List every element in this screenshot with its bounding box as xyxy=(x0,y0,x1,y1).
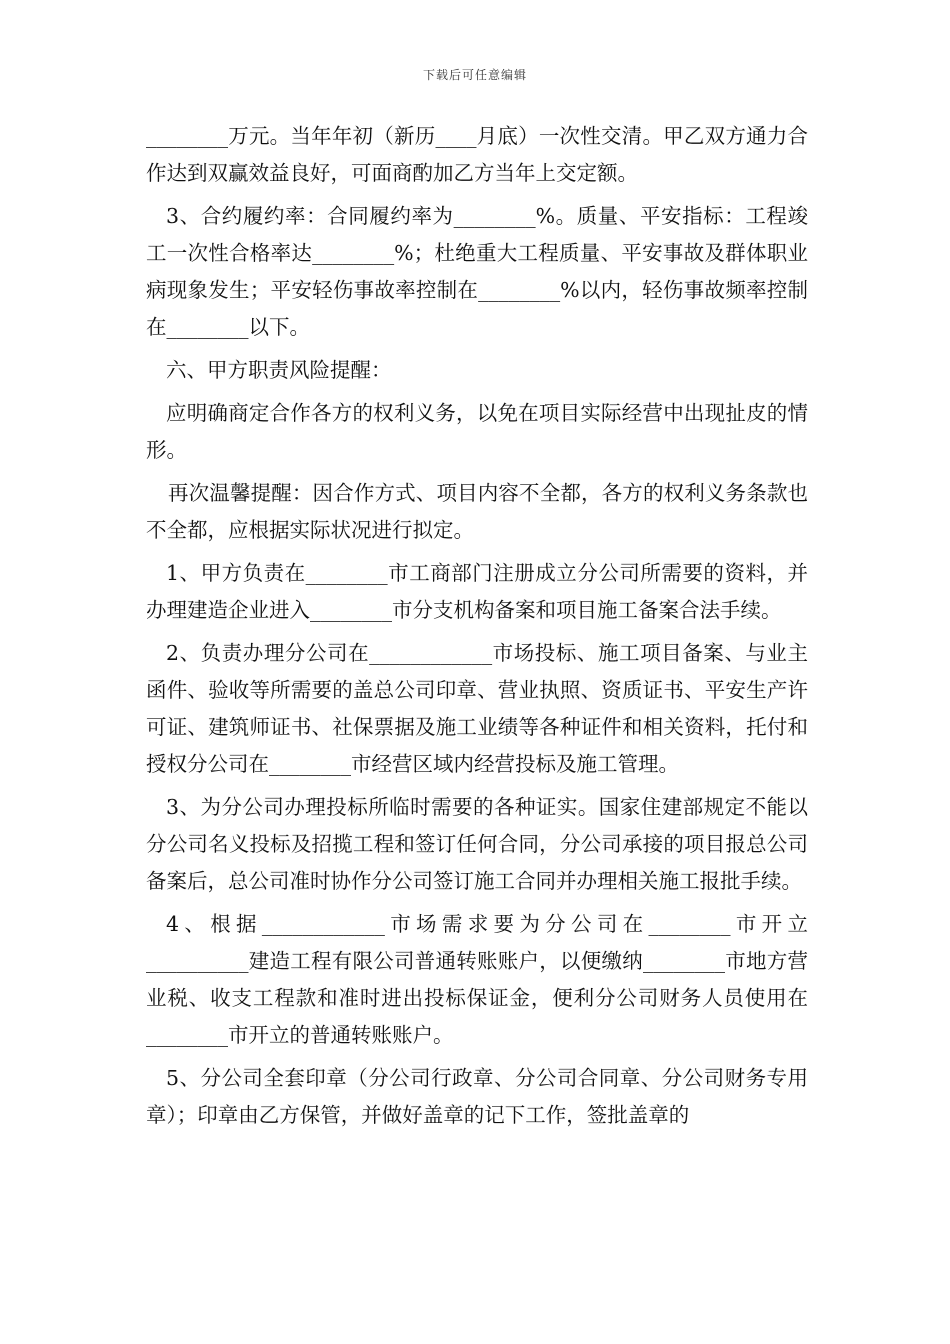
paragraph-item-2: 2、负责办理分公司在____________市场投标、施工项目备案、与业主函件、验收等所需要的盖总公司印章、营业执照、资质证书、平安生产许可证、建筑师证书、社保票据及施工业绩等各种证件和相关资料，托付和授权分公司在________市经营区域内经营投标及施工管理。 xyxy=(146,641,808,776)
paragraph-annual-payment: ________万元。当年年初（新历____月底）一次性交清。甲乙双方通力合作达到双赢效益良好，可面商酌加乙方当年上交定额。 xyxy=(146,124,808,185)
paragraph-reminder: 再次温馨提醒：因合作方式、项目内容不全都，各方的权利义务条款也不全都，应根据实际状况进行拟定。 xyxy=(146,481,808,542)
page-header: 下载后可任意编辑 xyxy=(422,68,527,82)
paragraph-rights-obligations: 应明确商定合作各方的权利义务，以免在项目实际经营中出现扯皮的情形。 xyxy=(146,401,808,462)
paragraph-item-1: 1、甲方负责在________市工商部门注册成立分公司所需要的资料，并办理建造企业进入________市分支机构备案和项目施工备案合法手续。 xyxy=(146,561,808,622)
document-body xyxy=(146,118,808,1134)
paragraph-item-5: 5、分公司全套印章（分公司行政章、分公司合同章、分公司财务专用章）；印章由乙方保管，并做好盖章的记下工作，签批盖章的 xyxy=(146,1066,808,1127)
section-heading-party-a-duties: 六、甲方职责风险提醒： xyxy=(166,358,392,382)
paragraph-item-3: 3、为分公司办理投标所临时需要的各种证实。国家住建部规定不能以分公司名义投标及招揽工程和签订任何合同，分公司承接的项目报总公司备案后，总公司准时协作分公司签订施工合同并办理相关施工报批手续。 xyxy=(146,795,808,893)
paragraph-item-4: 4、根据____________市场需求要为分公司在________市开立__________建造工程有限公司普通转账账户，以便缴纳________市地方营业税、收支工程款和准时进出投标保证金，便利分公司财务人员使用在________市开立的普通转账账户。 xyxy=(146,912,808,1047)
paragraph-performance-rate: 3、合约履约率：合同履约率为________%。质量、平安指标：工程竣工一次性合格率达________%；杜绝重大工程质量、平安事故及群体职业病现象发生；平安轻伤事故率控制在________%以内，轻伤事故频率控制在________以下。 xyxy=(146,204,808,339)
